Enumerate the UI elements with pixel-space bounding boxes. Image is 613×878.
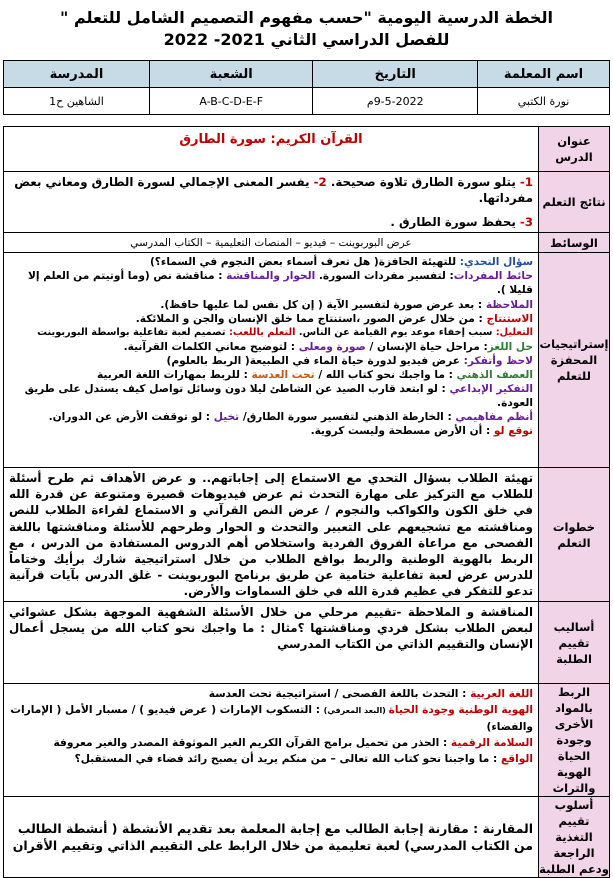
section-header: الشعبة [149, 61, 313, 88]
section-value: A-B-C-D-E-F [149, 88, 313, 115]
strategy-line: العصف الذهني : ما واجبك نحو كتاب الله / تحت العدسة : للربط بمهارات اللغة العربية [96, 369, 533, 382]
media-label: الوسائط [539, 233, 610, 253]
link-line: الواقع : ما واجبنا نحو كتاب الله تعالى – من منكم يريد أن يصبح رائد فضاء في المستقبل؟ [74, 753, 533, 766]
links-row [4, 684, 610, 797]
teacher-name-value: نورة الكتبي [478, 88, 610, 115]
feedback-row [4, 797, 610, 878]
strategy-line: لاحظ وأتفكر: عرض فيديو لدورة حياة الماء في الطبيعة( الربط بالعلوم) [166, 354, 533, 367]
assessment-row [4, 602, 610, 684]
outcomes-row [4, 172, 610, 233]
school-value: الشاهين ح1 [4, 88, 150, 115]
outcome-line-3: 3- يحفظ سورة الطارق . [390, 215, 533, 230]
strategy-line: الملاحظة : بعد عرض صورة لتفسير الآية ( إن كل نفس لما عليها حافظ). [160, 298, 533, 311]
link-line: الهوية الوطنية وجودة الحياة (البعد المعرفي) : التسكوب الإمارات ( عرض فيديو ) / مسبار الأمل ( الإمارات والفضاء) [10, 704, 533, 734]
school-header: المدرسة [4, 61, 150, 88]
link-line: السلامة الرقمية : الحذر من تحميل برامج القرآن الكريم الغير الموثوقة المصدر والغير معروفة [53, 737, 533, 750]
strategy-line: حائط المفردات: لتفسير مفردات السورة. الحوار والمناقشة : مناقشة نص (وما أوتيتم من العلم إلا قليلا ). [28, 270, 533, 297]
strategy-line: أنظم مفاهيمي : الخارطة الذهني لتفسير سورة الطارق/ تخيل : لو توقفت الأرض عن الدوران. [48, 411, 533, 424]
steps-content: تهيئة الطلاب بسؤال التحدي مع الاستماع إلى إجاباتهم.. و عرض الأهداف ثم طرح أسئلة للطلاب مع التركيز على مهارة التحدث ثم عرض فيديوهات قصيرة ومتنوعة عن قدرة الله في خلق الكون والكواكب والنجوم / عرض النص القرآني و الاستماع لقراءة الطلاب للنص ومناقشته مع تشجيعهم على التعبير والتحدث و الحوار وطرحهم للأسئلة ومناقشتها باللغة الفصحى مع مراعاة الفروق الفردية واستخلاص أهم الدروس المستفادة من الدرس ، مع الربط بالهوية الوطنية والربط بواقع الطلاب من خلال استراتيجية شارك برأيك وختاماً للدرس عرض لعبة تفاعلية ختامية عن طريق برنامج البوربوينت - غلق الدرس بآيات قرآنية تدعو للتفكر في عظيم قدرة الله في خلق السماوات والأرض. [4, 468, 539, 602]
semester-title: للفصل الدراسي الثاني 2021- 2022 [163, 30, 450, 49]
strategy-line: الاستنتاج : من خلال عرض الصور ،استنتاج مما خلق الإنسان والجن و الملائكة. [135, 312, 533, 325]
links-label: الربط بالمواد الأخرى وجودة الحياة الهوية والتراث [539, 684, 610, 797]
feedback-content: المقارنة : مقارنة إجابة الطالب مع إجابة المعلمة بعد تقديم الأنشطة ( أنشطة الطالب من الكتاب المدرسي) لعبة تعليمية من خلال الرابط على التقييم الذاتي وتقييم الأقران [4, 797, 539, 878]
teacher-name-header: اسم المعلمة [478, 61, 610, 88]
strategy-line: حل اللغز: مراحل حياة الإنسان / صورة ومعلى : لتوضيح معاني الكلمات القرآنية. [123, 340, 533, 353]
strategy-line: توقع لو : أن الأرض مسطحة وليست كروية. [310, 425, 533, 438]
outcomes-label: نتائج التعلم [539, 172, 610, 233]
media-content: عرض البوربوينت – فيديو – المنصات التعليمية – الكتاب المدرسي [4, 233, 539, 253]
strategy-line: سؤال التحدي: للتهيئة الحافزة( هل تعرف أسماء بعض النجوم في السماء؟) [149, 256, 533, 269]
link-line: اللغة العربية : التحدث باللغة الفصحى / استراتيجية تحت العدسة [208, 688, 533, 701]
title-row [4, 127, 610, 172]
strategies-label: إستراتيجيات المحفزة للتعلم [539, 253, 610, 468]
outcomes-content [4, 172, 539, 233]
title-label: عنوان الدرس [539, 127, 610, 172]
info-table [3, 60, 610, 115]
steps-row [4, 468, 610, 602]
date-value: 9-5-2022م [313, 88, 478, 115]
strategy-line: التفكير الإبداعي : لو ابتعد قارب الصيد عن الشاطئ ليلا دون وسائل تواصل كيف يستدل على طريق العودة. [24, 383, 533, 410]
strategies-content [4, 253, 539, 468]
media-row [4, 233, 610, 253]
links-content [4, 684, 539, 797]
title-content [4, 127, 539, 172]
plan-title: الخطة الدرسية اليومية "حسب مفهوم التصميم الشامل للتعلم " [60, 8, 553, 27]
lesson-title: القرآن الكريم: سورة الطارق [179, 132, 363, 147]
assessment-content: المناقشة و الملاحظة -تقييم مرحلي من خلال الأسئلة الشفهية الموجهة بشكل عشوائي لبعض الطلاب بشكل فردي ومناقشتها ؟مثال : ما واجبك نحو كتاب الله من يسجل أعمال الإنسان والتقييم الذاتي من الكتاب المدرسي [4, 602, 539, 684]
date-header: التاريخ [313, 61, 478, 88]
assessment-label: أساليب تقييم الطلبة [539, 602, 610, 684]
strategies-row [4, 253, 610, 468]
lesson-table [3, 126, 610, 878]
strategy-line: التعليل: سبب إخفاء موعد يوم القيامة عن الناس. التعلم باللعب: تصميم لعبة تفاعلية بواسطة البوربوينت [37, 326, 533, 338]
steps-label: خطوات التعلم [539, 468, 610, 602]
feedback-label: أسلوب تقييم التغذية الراجعة ودعم الطلبة [539, 798, 609, 877]
outcome-line-1: 1- يتلو سورة الطارق تلاوة صحيحة. 2- يفسر المعنى الإجمالي لسورة الطارق ومعاني بعض مفرداتها. [14, 175, 533, 206]
